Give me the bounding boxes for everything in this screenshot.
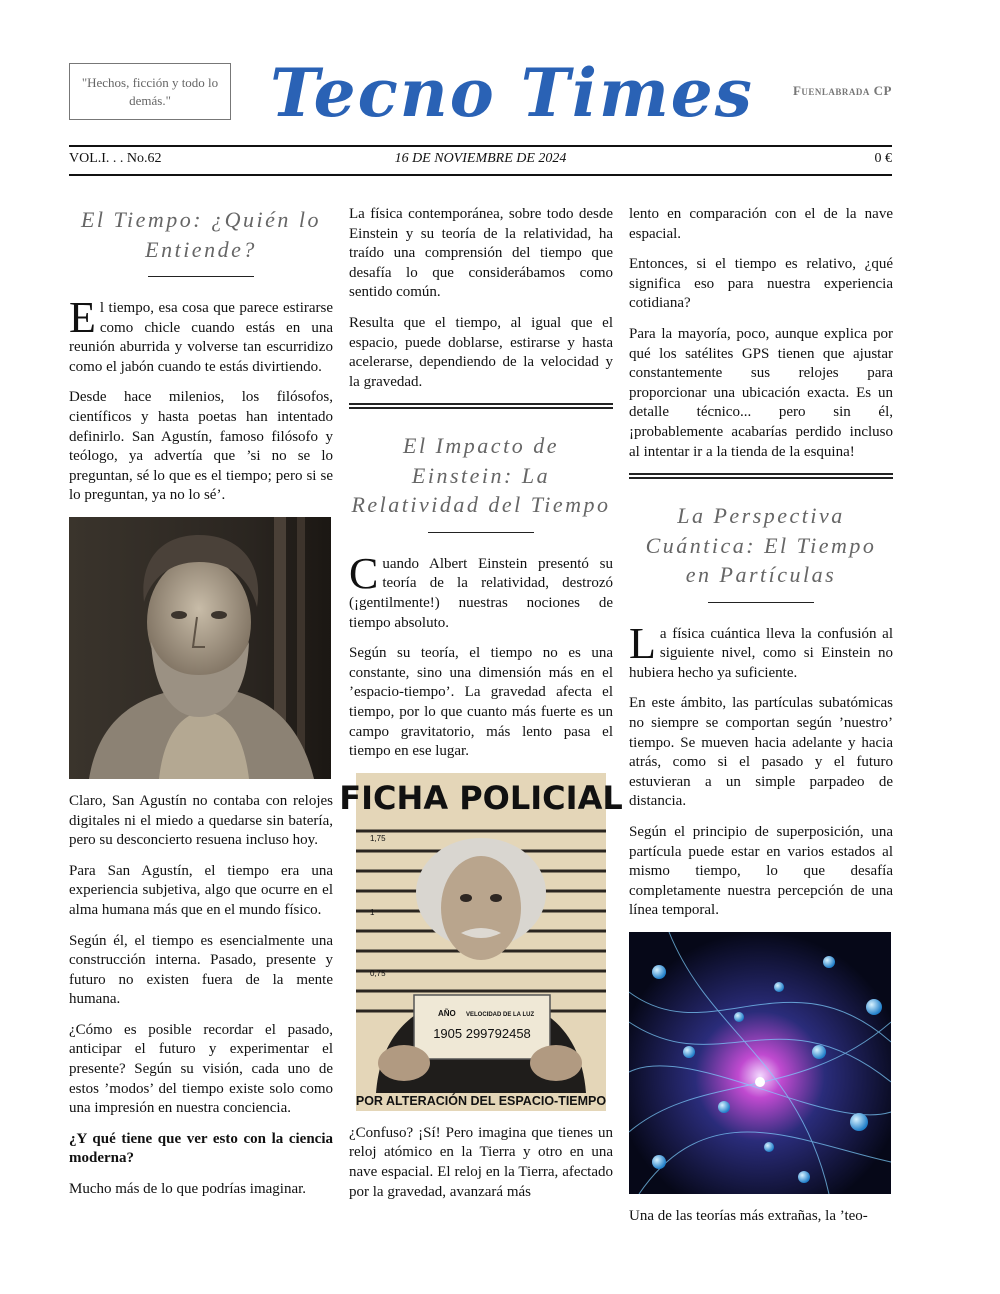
column-3 [629,205,893,1238]
newspaper-title-text: Tecno Times [270,54,754,132]
sign-value: 1905 299792458 [433,1025,531,1041]
paragraph: En este ámbito, las partículas subatómicas no siempre se comportan según ’nuestro’ tiempo. Se mueven hacia adelante y hacia atrás, como si el pasado y el futuro estuvieran a un simple parpadeo de distancia. [629,695,893,810]
header-rule-bottom [69,174,892,176]
paragraph: Según su teoría, el tiempo no es una constante, sino una dimensión más en el ’espacio-tiempo’. La gravedad afecta el tiempo, por lo que cuanto más fuerte es un campo gravitatorio, más lento pasa el tiempo en ese lugar. [349,645,613,760]
subheading: ¿Y qué tiene que ver esto con la ciencia moderna? [69,1130,333,1167]
article-title: El Impacto de Einstein: La Relatividad del Tiempo [351,433,611,518]
mugshot-poster [339,773,623,1111]
column-2 [339,205,623,1213]
quantum-particles-image [629,932,891,1194]
paragraph: Para San Agustín, el tiempo era una experiencia subjetiva, algo que ocurre en el alma humana más que en el mundo físico. [69,862,333,918]
header-rule-top [69,145,892,147]
motto-box: "Hechos, ficción y todo lo demás." [69,63,231,120]
article-divider [349,403,613,409]
paragraph: ¿Cómo es posible recordar el pasado, anticipar el futuro y experimentar el presente? Según su visión, cada uno de estos ’modos’ del tiempo existe solo como una impresión en nuestra conciencia. [69,1021,333,1117]
newspaper-title [270,38,754,138]
title-divider [708,602,814,603]
paragraph: Resulta que el tiempo, al igual que el espacio, puede doblarse, estirarse y hasta acelerarse, dependiendo de la velocidad y la gravedad. [349,314,613,390]
paragraph: Cuando Albert Einstein presentó su teoría de la relatividad, destrozó (¡gentilmente!) nuestras nociones de tiempo absoluto. [349,548,613,631]
dateline [69,151,892,171]
article-title: El Tiempo: ¿Quién lo Entiende? [80,207,322,262]
title-divider [428,532,534,533]
paragraph: La física cuántica lleva la confusión al siguiente nivel, como si Einstein no hubiera hecho ya suficiente. [629,618,893,681]
height-mark: 0,75 [370,968,386,978]
paragraph: Una de las teorías más extrañas, la ’teo- [629,1207,868,1224]
drop-cap: C [349,548,379,598]
paragraph: Según él, el tiempo es esencialmente una construcción interna. Pasado, presente y futuro no existen fuera de la mente humana. [69,932,333,1008]
volume-number: VOL.I. . . No.62 [69,151,162,166]
drop-cap: E [69,293,96,342]
article-divider [629,473,893,479]
paragraph: Desde hace milenios, los filósofos, científicos y hasta poetas han intentado definirlo. San Agustín, famoso filósofo y teólogo, ya advertía que ’si no se lo preguntan, sé lo que es el tiempo; pero si se lo preguntan, ya no lo sé’. [69,389,333,504]
sign-label-speed: VELOCIDAD DE LA LUZ [466,1011,535,1018]
poster-footer: POR ALTERACIÓN DEL ESPACIO-TIEMPO [355,1093,607,1108]
sign-label-year: AÑO [438,1008,456,1018]
drop-cap: L [629,618,656,668]
paragraph: El tiempo, esa cosa que parece estirarse como chicle cuando estás en una reunión aburrida y volverse tan escurridizo como el jabón cuando te estás divirtiendo. [69,293,333,375]
paragraph: lento en comparación con el de la nave espacial. [629,206,893,242]
article-title: La Perspectiva Cuántica: El Tiempo en Partículas [645,503,877,588]
paragraph: La física contemporánea, sobre todo desde Einstein y su teoría de la relatividad, ha traído una comprensión del tiempo que desafía lo que considerábamos como sentido común. [349,206,613,301]
paragraph: ¿Confuso? ¡Sí! Pero imagina que tienes un reloj atómico en la Tierra y otro en una nave espacial. El reloj en la Tierra, afectado por la gravedad, avanzará más [349,1124,613,1200]
column-1 [69,205,333,1211]
title-divider [148,276,254,277]
paragraph: Entonces, si el tiempo es relativo, ¿qué significa eso para nuestra experiencia cotidiana? [629,256,893,312]
price: 0 € [874,151,892,166]
height-mark: 1 [370,907,375,917]
paragraph: Claro, San Agustín no contaba con relojes digitales ni el miedo a quedarse sin batería, pero su desconcierto resuena incluso hoy. [69,792,333,849]
height-mark: 1,75 [370,833,386,843]
saint-augustine-portrait [69,517,331,779]
poster-heading: FICHA POLICIAL [339,778,623,817]
paragraph: Mucho más de lo que podrías imaginar. [69,1181,307,1198]
paragraph: Para la mayoría, poco, aunque explica por qué los satélites GPS tienen que ajustar constantemente sus relojes para proporcionar una ubicación exacta. Es un detalle técnico... pero sin él, ¡probablemente acabarías perdido incluso al intentar ir a la tienda de la esquina! [629,325,893,460]
issue-date: 16 DE NOVIEMBRE DE 2024 [394,151,567,166]
location: Fuenlabrada CP [792,83,892,98]
paragraph: Según el principio de superposición, una partícula puede estar en varios estados al mismo tiempo, lo que desafía completamente nuestra percepción de una línea temporal. [629,823,893,919]
